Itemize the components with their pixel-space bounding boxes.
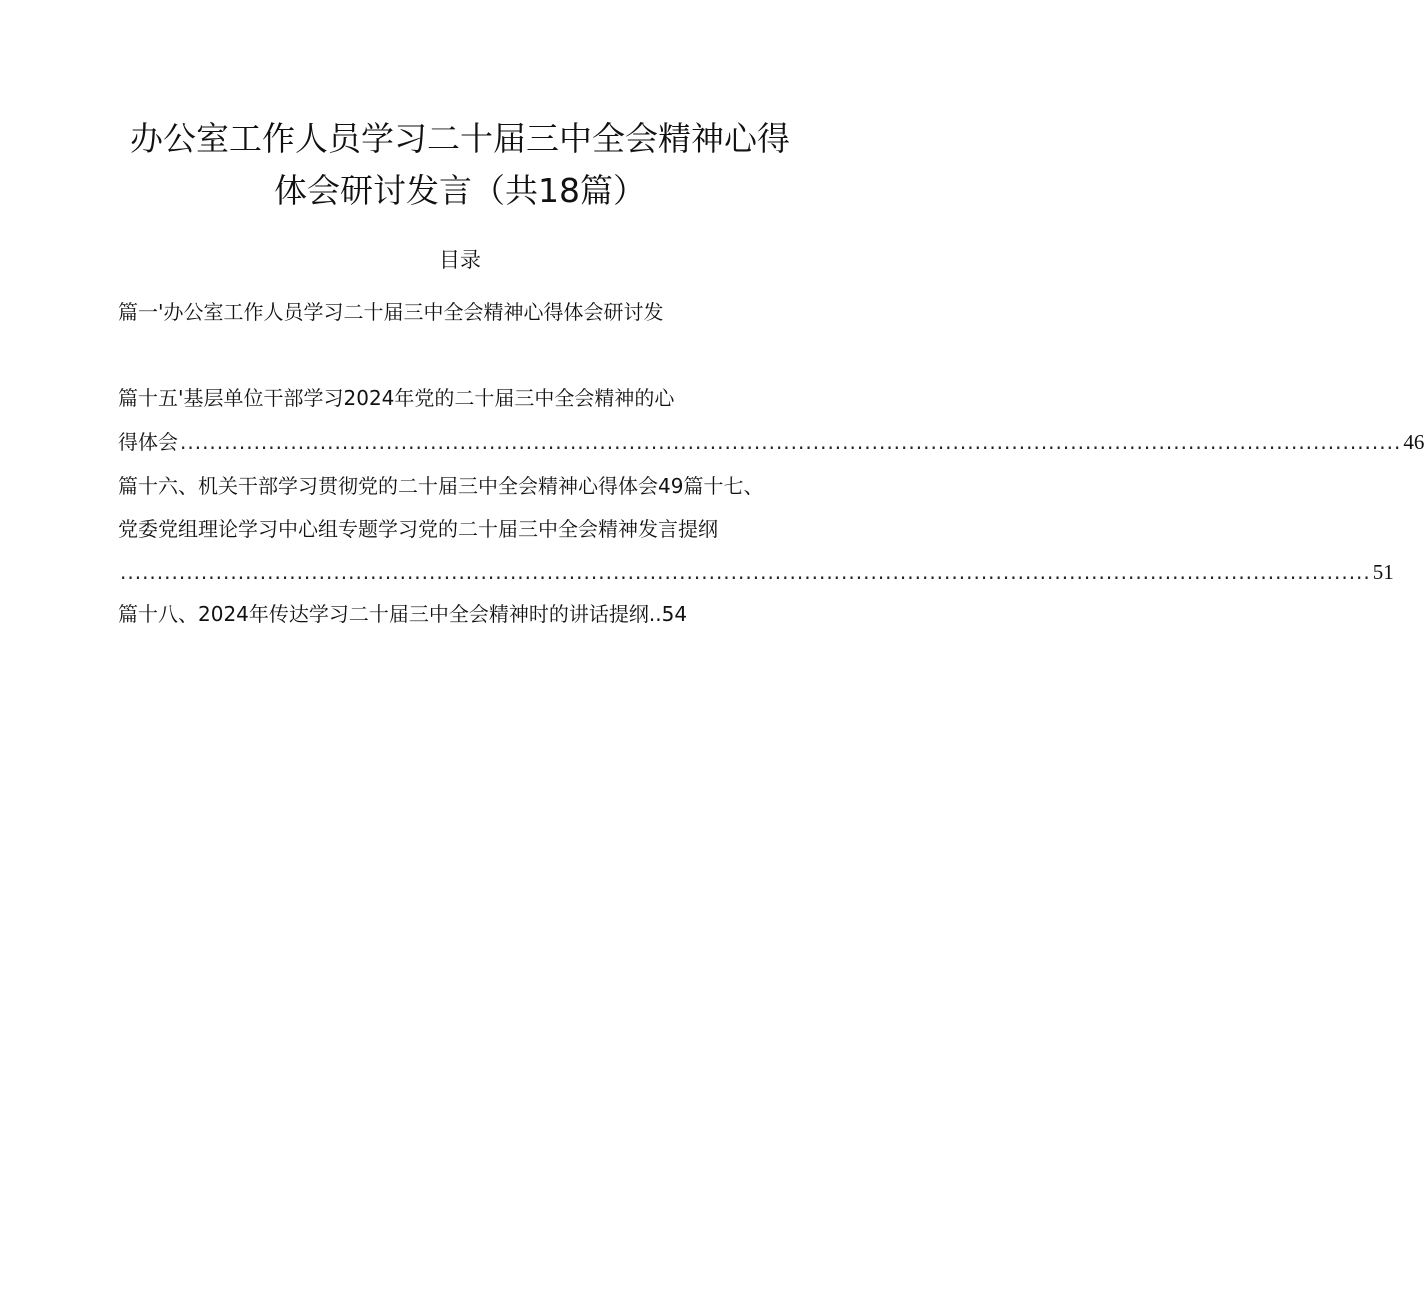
title-line-1: 办公室工作人员学习二十届三中全会精神心得 [130,119,790,158]
toc-entry-3-line-1[interactable]: 篇十六、机关干部学习贯彻党的二十届三中全会精神心得体会49篇十七、 [118,474,764,498]
toc-entry-3-line-2[interactable]: 党委党组理论学习中心组专题学习党的二十届三中全会精神发言提纲 [118,517,718,541]
toc-entry-2-text: 得体会 [118,430,178,454]
toc-heading: 目录 [439,248,481,272]
title-line-2: 体会研讨发言（共18篇） [274,171,646,210]
document-title [120,113,800,217]
toc-entry-2-line-2[interactable] [118,426,1424,458]
toc-entry-3-leader[interactable] [118,556,1394,588]
toc-entry-2-line-1[interactable]: 篇十五'基层单位干部学习2024年党的二十届三中全会精神的心 [118,386,675,410]
toc-leader-dots: .......................................................................................................................................................................... [120,560,1371,584]
toc-entry-2-page: 46 [1403,430,1424,454]
toc-entry-3-page: 51 [1372,560,1394,584]
toc-entry-1[interactable]: 篇一'办公室工作人员学习二十届三中全会精神心得体会研讨发 [118,300,664,324]
toc-leader-dots: ...................................................................................................................................................................... [180,430,1402,454]
toc-entry-4[interactable]: 篇十八、2024年传达学习二十届三中全会精神时的讲话提纲..54 [118,602,688,626]
